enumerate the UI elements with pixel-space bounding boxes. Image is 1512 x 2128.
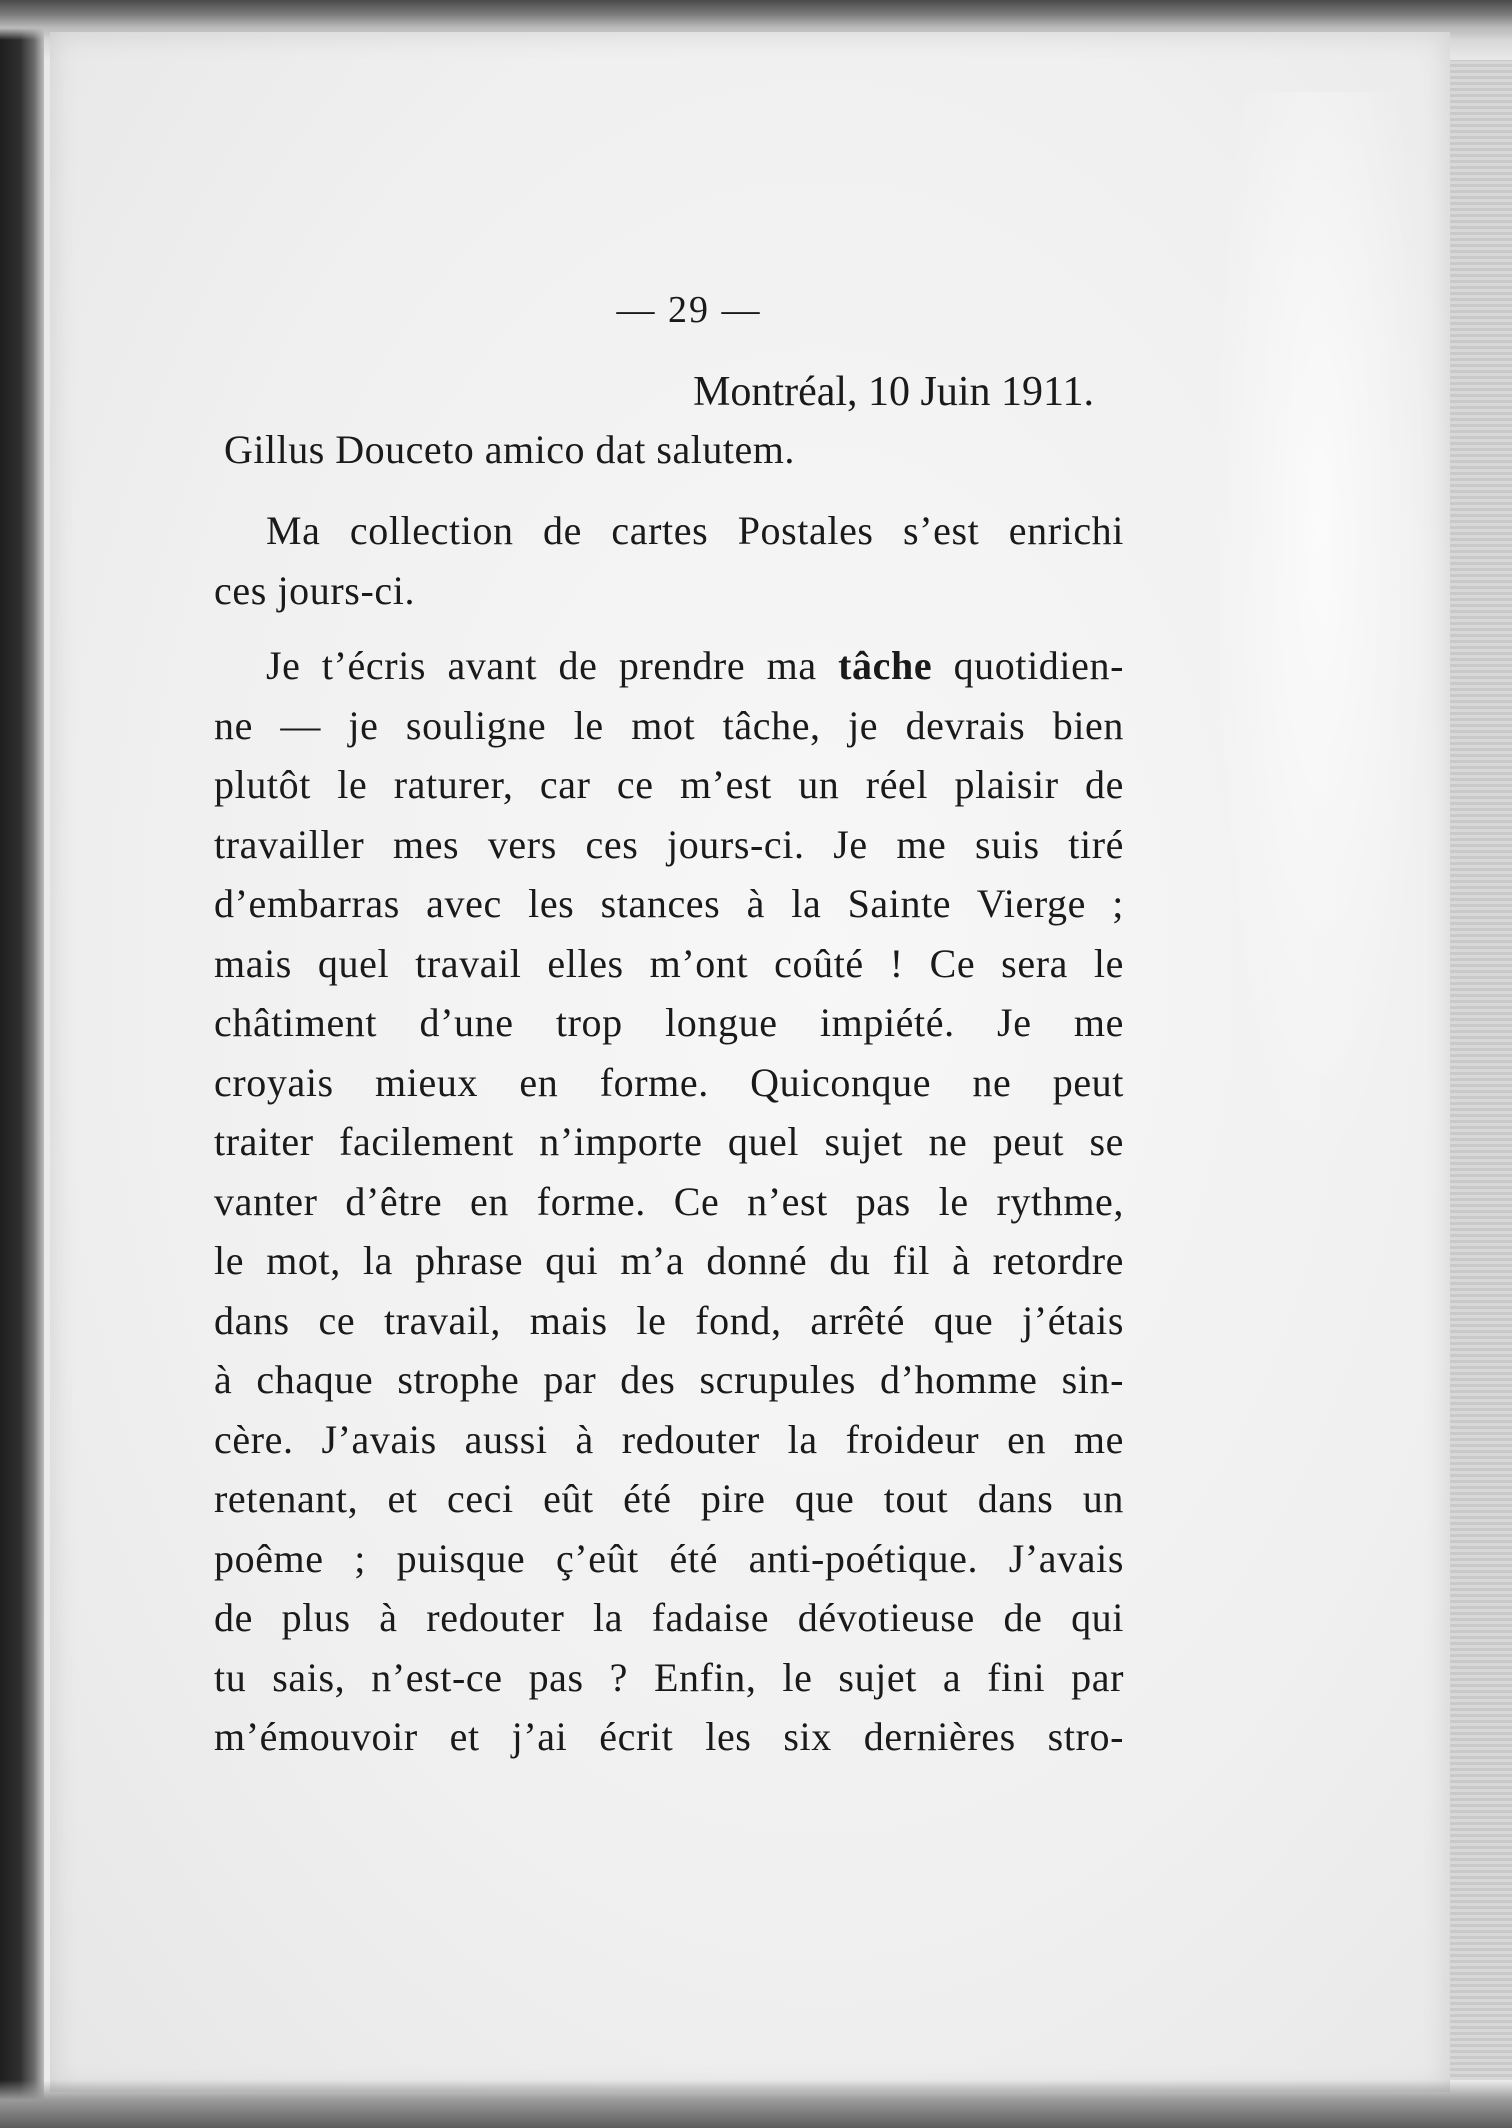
paragraph-line: châtiment d’une trop longue impiété. Je me [214,1000,1124,1045]
paragraph-line: retenant, et ceci eût été pire que tout dans un [214,1476,1124,1521]
letter-text [214,270,1124,1783]
paragraph-2 [214,636,1124,1767]
paper-discoloration [1210,92,1430,1192]
paragraph-line: m’émouvoir et j’ai écrit les six dernières stro- [214,1714,1124,1759]
text-run: Je t’écris avant de prendre ma [266,643,839,688]
text-run: quotidien- [932,643,1124,688]
book-gutter-edge [0,0,44,2128]
paragraph-1 [214,501,1124,620]
paragraph-line: ne — je souligne le mot tâche, je devrais bien [214,702,1124,748]
paragraph-line: travailler mes vers ces jours-ci. Je me suis tiré [214,821,1124,867]
paragraph-line: le mot, la phrase qui m’a donné du fil à retordre [214,1238,1124,1283]
paragraph-line: traiter facilement n’importe quel sujet ne peut se [214,1119,1124,1164]
paragraph-line: tu sais, n’est-ce pas ? Enfin, le sujet a fini par [214,1654,1124,1700]
book-cover-edge [1440,60,1512,2080]
paragraph-line: dans ce travail, mais le fond, arrêté que j’étais [214,1297,1124,1343]
paragraph-line: vanter d’être en forme. Ce n’est pas le rythme, [214,1178,1124,1224]
letter-dateline: Montréal, 10 Juin 1911. [693,369,1094,415]
paragraph-line: plutôt le raturer, car ce m’est un réel plaisir de [214,762,1124,807]
paragraph-line: de plus à redouter la fadaise dévotieuse de qui [214,1595,1124,1640]
page-number: — 29 — [616,289,762,331]
book-bottom-edge [0,2080,1512,2128]
paragraph-line: mais quel travail elles m’ont coûté ! Ce sera le [214,940,1124,986]
paragraph-line: poême ; puisque ç’eût été anti-poétique. J’avais [214,1535,1124,1581]
paragraph-line [214,636,1124,696]
letter-salutation: Gillus Douceto amico dat salutem. [224,427,795,472]
paragraph-line: ces jours-ci. [214,567,416,613]
paragraph-line: croyais mieux en forme. Quiconque ne peut [214,1059,1124,1105]
paragraph-line: Ma collection de cartes Postales s’est enrichi [266,508,1124,553]
paragraph-line: d’embarras avec les stances à la Sainte Vierge ; [214,881,1124,926]
paragraph-line: à chaque strophe par des scrupules d’homme sin- [214,1357,1124,1402]
paragraph-line: cère. J’avais aussi à redouter la froideur en me [214,1416,1124,1462]
emphasized-word: tâche [838,643,933,688]
